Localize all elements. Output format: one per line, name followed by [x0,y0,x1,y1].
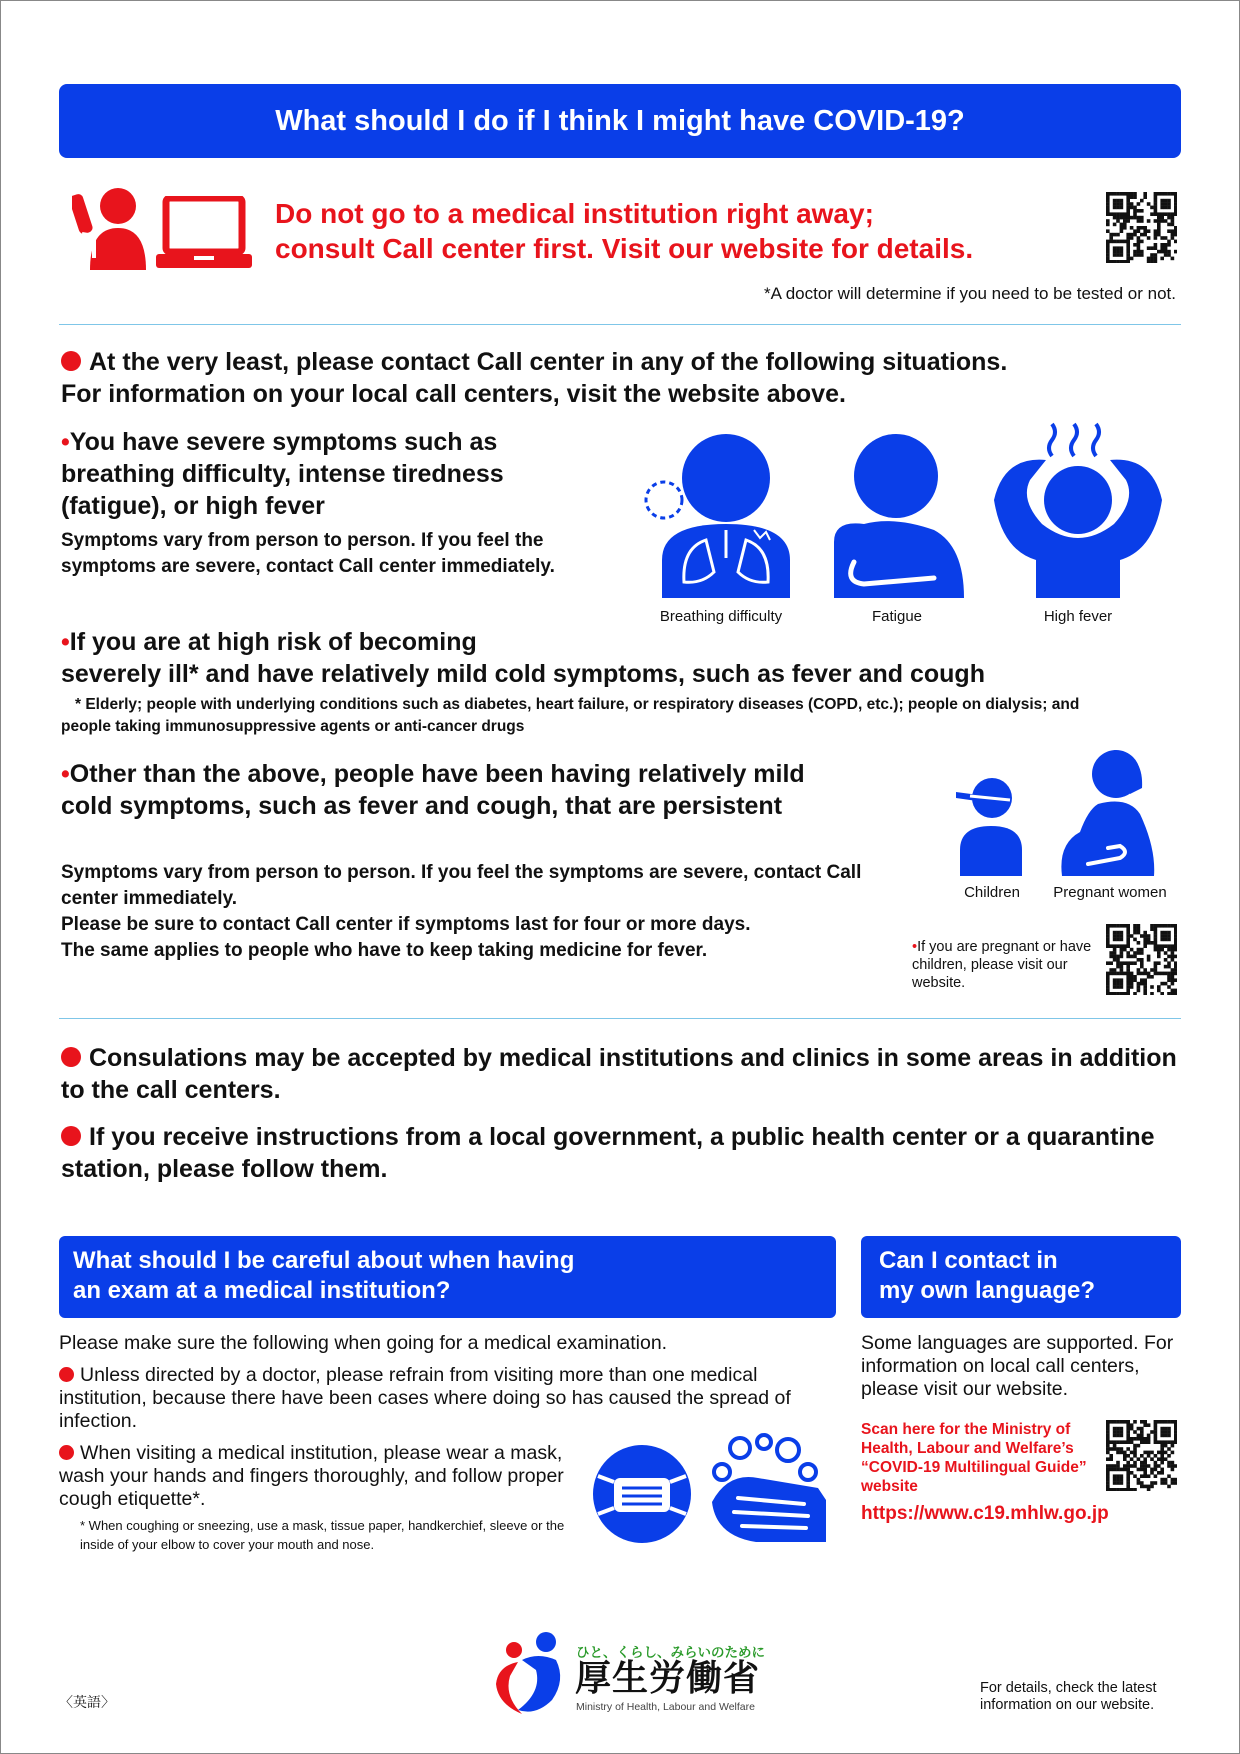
language-box-header [861,1236,1181,1318]
item3-body [61,860,881,964]
doctor-note: *A doctor will determine if you need to be tested or not. [763,284,1176,303]
warning-line-1: Do not go to a medical institution right away; [275,198,874,229]
bullet-dot [59,1445,74,1460]
exam-point1 [59,1364,839,1433]
child-icon [956,776,1026,876]
warning-message [275,196,1075,266]
item1-body: Symptoms vary from person to person. If you feel the symptoms are severe, contact Call center immediately. [61,530,555,577]
section2-point1 [61,1042,1181,1106]
qr-code-pregnant-children[interactable] [1106,924,1177,995]
item1-title: •You have severe symptoms such as breathing difficulty, intense tiredness (fatigue), or high fever [61,428,504,520]
bullet-dot [59,1367,74,1382]
laptop-icon [156,196,252,270]
pregnant-note-text: If you are pregnant or have children, please visit our website. [912,939,1092,991]
section1-heading-line2: For information on your local call centers, visit the website above. [61,380,846,408]
divider [59,324,1181,325]
language-tag: 〈英語〉 [59,1694,115,1710]
pregnant-woman-icon [1058,748,1158,876]
phone-person-icon [72,186,150,270]
item3-body-3: The same applies to people who have to keep taking medicine for fever. [61,940,708,961]
icon-label-fever: High fever [1043,608,1113,625]
language-body: Some languages are supported. For information on local call centers, please visit our website. [861,1332,1174,1400]
item3-title: •Other than the above, people have been having relatively mild cold symptoms, such as fever and cough, that are persistent [61,760,805,820]
exam-point2 [59,1442,569,1511]
warning-line-2: consult Call center first. Visit our website for details. [275,233,974,264]
logo-japanese-name: 厚生労働省 [575,1657,761,1698]
footer-details: For details, check the latest information on our website. [980,1680,1157,1713]
logo-english-name: Ministry of Health, Labour and Welfare [576,1701,755,1713]
item2-title-line1: If you are at high risk of becoming [69,628,477,656]
item3-title-text: Other than the above, people have been having relatively mild cold symptoms, such as fever and cough, that are persistent [61,760,805,820]
section2-point2-text: If you receive instructions from a local government, a public health center or a quarantine station, please follow them. [61,1123,1155,1183]
people-label-children: Children [964,884,1020,901]
people-label-pregnant: Pregnant women [1053,884,1167,901]
multilingual-scan-text: Scan here for the Ministry of Health, Labour and Welfare’s “COVID-19 Multilingual Guide” website [861,1421,1087,1495]
breathing-difficulty-icon [636,430,796,598]
fatigue-icon [824,432,974,598]
hand-washing-icon [708,1432,828,1544]
item1-title-text: You have severe symptoms such as breathing difficulty, intense tiredness (fatigue), or high fever [61,428,504,520]
exam-point1-text: Unless directed by a doctor, please refrain from visiting more than one medical institution, because there have been cases where doing so has caused the spread of infection. [59,1364,791,1432]
bullet-dot [61,1047,81,1067]
exam-box-header [59,1236,836,1318]
item3-body-1: Symptoms vary from person to person. If you feel the symptoms are severe, contact Call center immediately. [61,862,862,909]
page-title: What should I do if I think I might have COVID-19? [59,84,1181,158]
section2-point2 [61,1121,1181,1185]
exam-header-line2: an exam at a medical institution? [73,1277,451,1304]
item2-title: •If you are at high risk of becoming severely ill* and have relatively mild cold symptoms, such as fever and cough [61,626,1181,690]
section1-heading [61,346,1181,410]
language-header-line1: Can I contact in [879,1247,1058,1274]
icon-label-breathing: Breathing difficulty [659,608,783,625]
pregnant-note: •If you are pregnant or have children, please visit our website. [912,939,1092,991]
logo-tagline: ひと、くらし、みらいのために [576,1645,765,1660]
mask-icon [592,1444,692,1544]
qr-code-website[interactable] [1106,192,1177,263]
exam-footnote: * When coughing or sneezing, use a mask, tissue paper, handkerchief, sleeve or the inside of your elbow to cover your mouth and nose. [80,1518,565,1552]
bullet-dot [61,351,81,371]
section1-heading-line1: At the very least, please contact Call center in any of the following situations. [89,348,1008,376]
exam-intro: Please make sure the following when going for a medical examination. [59,1332,668,1354]
exam-header-line1: What should I be careful about when having [73,1247,575,1274]
high-fever-icon [990,420,1166,598]
bullet-dot [61,1126,81,1146]
item3-body-2: Please be sure to contact Call center if symptoms last for four or more days. [61,914,751,935]
language-header-line2: my own language? [879,1277,1096,1304]
exam-point2-text: When visiting a medical institution, please wear a mask, wash your hands and fingers thoroughly, and follow proper cough etiquette*. [59,1442,564,1510]
icon-label-fatigue: Fatigue [871,608,923,625]
section2-point1-text: Consulations may be accepted by medical institutions and clinics in some areas in addition to the call centers. [61,1044,1177,1104]
multilingual-url[interactable]: https://www.c19.mhlw.go.jp [861,1503,1109,1524]
divider [59,1018,1181,1019]
item2-title-line2: severely ill* and have relatively mild cold symptoms, such as fever and cough [61,660,985,688]
item2-note: * Elderly; people with underlying conditions such as diabetes, heart failure, or respiratory diseases (COPD, etc.); people on dialysis; and people taking immunosuppressive agents or anti-cancer drugs [61,696,1080,735]
qr-code-multilingual[interactable] [1106,1420,1177,1491]
mhlw-logo-mark [492,1630,570,1716]
